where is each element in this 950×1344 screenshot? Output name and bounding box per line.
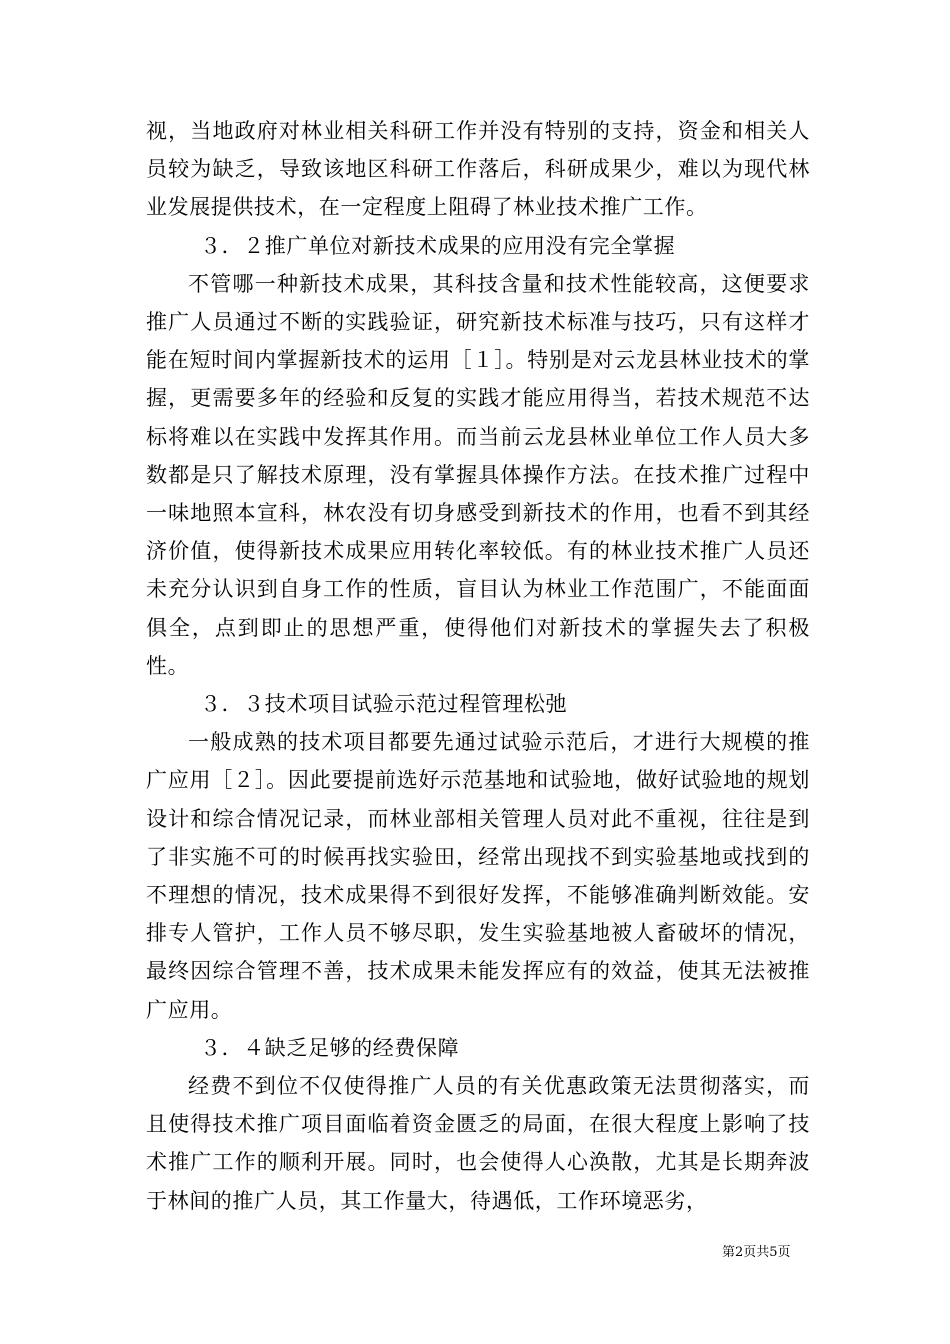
body-paragraph: 视，当地政府对林业相关科研工作并没有特别的支持，资金和相关人员较为缺乏，导致该地区科研工作落后，科研成果少，难以为现代林业发展提供技术，在一定程度上阻碍了林业技术推广工作。 — [146, 119, 810, 220]
section-heading: ３．３技术项目试验示范过程管理松弛 — [200, 692, 568, 717]
body-paragraph: 一般成熟的技术项目都要先通过试验示范后，才进行大规模的推广应用［２］。因此要提前选好示范基地和试验地，做好试验地的规划设计和综合情况记录，而林业部相关管理人员对此不重视，往往是到了非实施不可的时候再找实验田，经常出现找不到实验基地或找到的不理想的情况，技术成果得不到很好发挥，不能够准确判断效能。安排专人管护，工作人员不够尽职，发生实验基地被人畜破坏的情况，最终因综合管理不善，技术成果未能发挥应有的效益，使其无法被推广应用。 — [146, 730, 810, 1022]
section-heading: ３．２推广单位对新技术成果的应用没有完全掌握 — [200, 233, 676, 258]
section-heading: ３．４缺乏足够的经费保障 — [200, 1035, 460, 1060]
body-paragraph: 不管哪一种新技术成果，其科技含量和技术性能较高，这便要求推广人员通过不断的实践验证，研究新技术标准与技巧，只有这样才能在短时间内掌握新技术的运用［１］。特别是对云龙县林业技术的掌握，更需要多年的经验和反复的实践才能应用得当，若技术规范不达标将难以在实践中发挥其作用。而当前云龙县林业单位工作人员大多数都是只了解技术原理，没有掌握具体操作方法。在技术推广过程中一味地照本宣科，林农没有切身感受到新技术的作用，也看不到其经济价值，使得新技术成果应用转化率较低。有的林业技术推广人员还未充分认识到自身工作的性质，盲目认为林业工作范围广，不能面面俱全，点到即止的思想严重，使得他们对新技术的掌握失去了积极性。 — [146, 271, 810, 678]
page-number-footer: 第2页共5页 — [722, 1245, 791, 1260]
document-body — [146, 112, 810, 1220]
body-paragraph: 经费不到位不仅使得推广人员的有关优惠政策无法贯彻落实，而且使得技术推广项目面临着资金匮乏的局面，在很大程度上影响了技术推广工作的顺利开展。同时，也会使得人心涣散，尤其是长期奔波于林间的推广人员，其工作量大，待遇低，工作环境恶劣， — [146, 1074, 810, 1213]
